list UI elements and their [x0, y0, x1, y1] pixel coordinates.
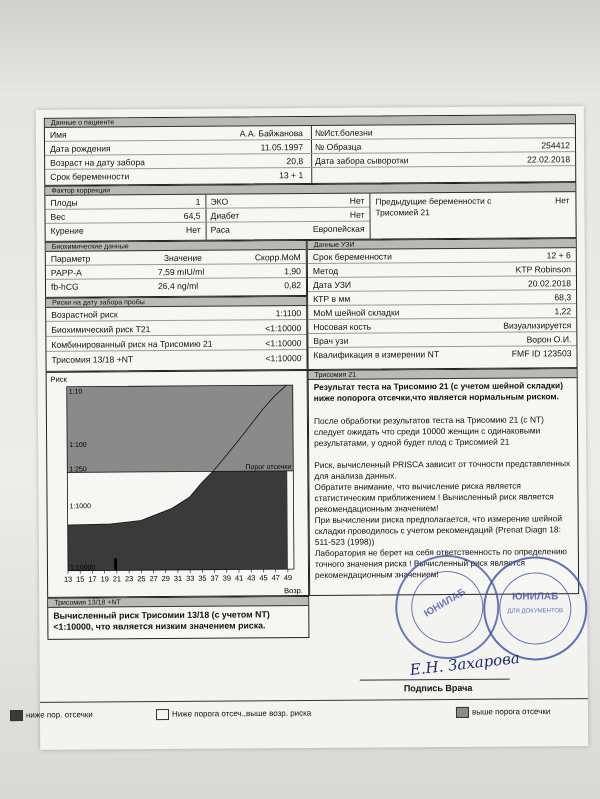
race-label: Раса: [210, 224, 230, 235]
x-tick-label: 19: [100, 574, 109, 584]
y-tick-label: 1:1000: [69, 503, 91, 511]
handwritten-signature: Е.Н. Захарова: [408, 648, 521, 680]
t1318-result: Вычисленный риск Трисомии 13/18 (с учетом NT) <1:10000, что является низким значением риска.: [53, 609, 270, 632]
x-tick-label: 25: [137, 574, 146, 584]
stamp-text: ЮНИЛАБ: [422, 586, 468, 620]
nasal-value: Визуализируется: [503, 320, 572, 331]
ktr-value: 68,3: [554, 292, 572, 303]
x-tick-label: 21: [112, 574, 122, 584]
x-tick-label: 33: [186, 573, 195, 583]
uzi-section: [307, 238, 578, 370]
doctor-label: Врач узи: [313, 335, 349, 346]
x-tick-label: 23: [124, 574, 134, 584]
term-value: 13 + 1: [279, 170, 304, 181]
t21-header: Трисомия 21: [309, 369, 577, 380]
method-value: KTP Robinson: [515, 264, 571, 275]
signature-label: Подпись Врача: [403, 682, 473, 694]
x-tick-label: 13: [63, 574, 73, 584]
x-tick-label: 43: [247, 573, 256, 583]
diabetes-label: Диабет: [210, 210, 240, 221]
qual-value: FMF ID 123503: [511, 348, 572, 359]
y-tick-label: 1:10: [68, 388, 83, 396]
smoking-label: Курение: [50, 225, 84, 236]
dob-label: Дата рождения: [50, 143, 111, 154]
legend-swatch-dark: [10, 710, 23, 721]
x-tick-label: 27: [149, 574, 158, 584]
legend-middle: [156, 708, 311, 720]
col-mom: Скорр.МоМ: [254, 252, 301, 263]
x-tick-label: 35: [198, 573, 207, 583]
eco-value: Нет: [349, 195, 365, 206]
sample-value: 254412: [541, 140, 571, 151]
patient-section: [44, 114, 576, 186]
param-mom: 0,82: [284, 280, 302, 291]
legend-swatch-mid: [456, 707, 469, 718]
t21-para3: Обратите внимание, что вычисление риска является статистическим приближением ! Вычисленный риск является рекомендационным значением!: [314, 480, 554, 514]
risk-value: 1:1100: [275, 308, 302, 319]
correction-section: [44, 182, 576, 242]
risks-header: Риски на дату забора пробы: [46, 297, 306, 308]
stamp-text: ЮНИЛАБ: [512, 591, 559, 603]
doctor-value: Ворон О.И.: [526, 334, 572, 345]
nasal-label: Носовая кость: [313, 321, 372, 332]
param-value: 7,59 mIU/ml: [157, 266, 205, 278]
col-param: Параметр: [50, 253, 91, 264]
table-row: [46, 279, 306, 294]
threshold-label: Порог отсечки: [245, 463, 292, 472]
x-tick-label: 47: [271, 573, 280, 583]
race-value: Европейская: [312, 223, 365, 234]
risk-value: <1:10000: [265, 353, 302, 364]
x-tick-label: 17: [88, 574, 97, 584]
name-label: Имя: [49, 129, 67, 140]
x-tick-label: 41: [234, 573, 244, 583]
x-tick-label: 37: [210, 573, 219, 583]
x-tick-label: 31: [173, 573, 183, 583]
name-value: А.А. Байжанова: [239, 128, 303, 139]
case-label: №Ист.болезни: [314, 127, 373, 138]
chart-title: Риск: [50, 374, 67, 384]
uzi-date-label: Дата УЗИ: [312, 279, 352, 290]
y-tick-label: 1:100: [69, 441, 87, 450]
col-value: Значение: [163, 252, 202, 264]
param-name: PAPP-A: [50, 267, 82, 278]
t21-para1: После обработки результатов теста на Трисомию 21 (с NT) следует ожидать что среди 10000 женщин с одинаковыми результатами, у одной будет плод с Трисомией 21: [313, 414, 544, 448]
diabetes-value: Нет: [349, 209, 365, 220]
risk-value: <1:10000: [265, 338, 302, 349]
legend-above-label: выше порога отсечки: [471, 706, 551, 717]
x-tick-label: 45: [259, 573, 268, 583]
ktr-label: КТР в мм: [313, 293, 351, 304]
legend-below: [10, 710, 93, 722]
region-above-threshold: [67, 385, 294, 472]
patient-header: Данные о пациенте: [45, 115, 575, 128]
risk-chart: [46, 370, 310, 598]
qual-label: Квалификация в измерении NT: [313, 349, 440, 360]
t1318-header: Трисомия 13/18 +NT: [48, 597, 308, 608]
risk-label: Возрастной риск: [51, 309, 118, 320]
serum-date-label: Дата забора сыворотки: [315, 155, 409, 166]
t21-para5: Лаборатория не берет на себя ответственность по определению точного значения риска ! Вычисленный риск является рекомендационным значением!: [314, 546, 567, 580]
term-label: Срок беременности: [50, 171, 130, 182]
uzi-term-value: 12 + 6: [546, 250, 571, 261]
uzi-date-value: 20.02.2018: [527, 278, 572, 289]
age-value: 20,8: [286, 156, 304, 167]
uzi-header: Данные УЗИ: [308, 239, 576, 250]
param-mom: 1,90: [284, 266, 301, 277]
param-name: fb-hCG: [50, 281, 79, 292]
t21-para2: Риск, вычисленный PRISCA зависит от точности представленных для анализа данных.: [314, 458, 571, 481]
nt-mom-label: МоМ шейной складки: [313, 307, 400, 318]
lab-stamp-right: [483, 556, 588, 661]
fetuses-value: 1: [195, 196, 201, 207]
x-tick-label: 29: [161, 573, 170, 584]
y-tick-label: 1:10000: [69, 564, 96, 572]
y-tick-label: 1:250: [69, 466, 87, 474]
risk-chart-svg: [47, 371, 309, 597]
prev-value: Нет: [555, 195, 570, 206]
param-value: 26,4 ng/ml: [157, 280, 199, 292]
stamp-subtext: ДЛЯ ДОКУМЕНТОВ: [507, 608, 564, 615]
biochem-section: [45, 240, 307, 298]
prev-label: Предыдущие беременности с Трисомией 21: [375, 195, 492, 218]
smoking-value: Нет: [185, 224, 201, 235]
biochem-header: Биохимические данные: [46, 241, 306, 252]
x-tick-label: 15: [76, 574, 85, 584]
patient-marker: [114, 558, 117, 570]
x-tick-label: 39: [222, 573, 232, 583]
t21-result: Результат теста на Трисомию 21 (с учетом шейной складки) ниже попорога отсечки,что является нормальным риском.: [313, 380, 564, 403]
weight-label: Вес: [50, 211, 66, 222]
legend-below-label: ниже пор. отсечки: [25, 710, 93, 720]
risk-label: Комбинированный риск на Трисомию 21: [51, 338, 213, 350]
t1318-section: [47, 596, 309, 640]
weight-value: 64,5: [183, 210, 201, 221]
legend-divider: [40, 698, 588, 703]
sample-label: № Образца: [315, 141, 362, 152]
table-row: [46, 265, 306, 280]
dob-value: 11.05.1997: [260, 142, 304, 153]
age-label: Возраст на дату забора: [50, 157, 145, 168]
report-sheet: [25, 106, 588, 750]
risk-value: <1:10000: [265, 323, 302, 334]
uzi-term-label: Срок беременности: [312, 251, 392, 262]
legend-above: [456, 706, 550, 718]
x-tick-label: 49: [283, 573, 293, 583]
legend-middle-label: Ниже порога отсеч.,выше возр. риска: [171, 708, 312, 719]
chart-xlabel: Возр.: [284, 586, 303, 596]
risk-label: Биохимический риск T21: [51, 324, 151, 335]
fetuses-label: Плоды: [50, 197, 78, 208]
correction-header: Фактор коррекции: [45, 183, 575, 196]
eco-label: ЭКО: [210, 196, 229, 207]
risks-section: [45, 296, 308, 372]
legend-swatch-light: [156, 709, 169, 720]
serum-date-value: 22.02.2018: [527, 154, 571, 165]
nt-mom-value: 1,22: [554, 306, 572, 317]
risk-label: Трисомия 13/18 +NT: [51, 354, 134, 365]
signature-line: [360, 679, 510, 681]
t21-para4: При вычислении риска предполагается, что измерение шейной складки проводилось с учетом рекомендаций (Prenat Diagn 18: 511-523 (1998)): [314, 513, 563, 547]
method-label: Метод: [312, 265, 339, 276]
